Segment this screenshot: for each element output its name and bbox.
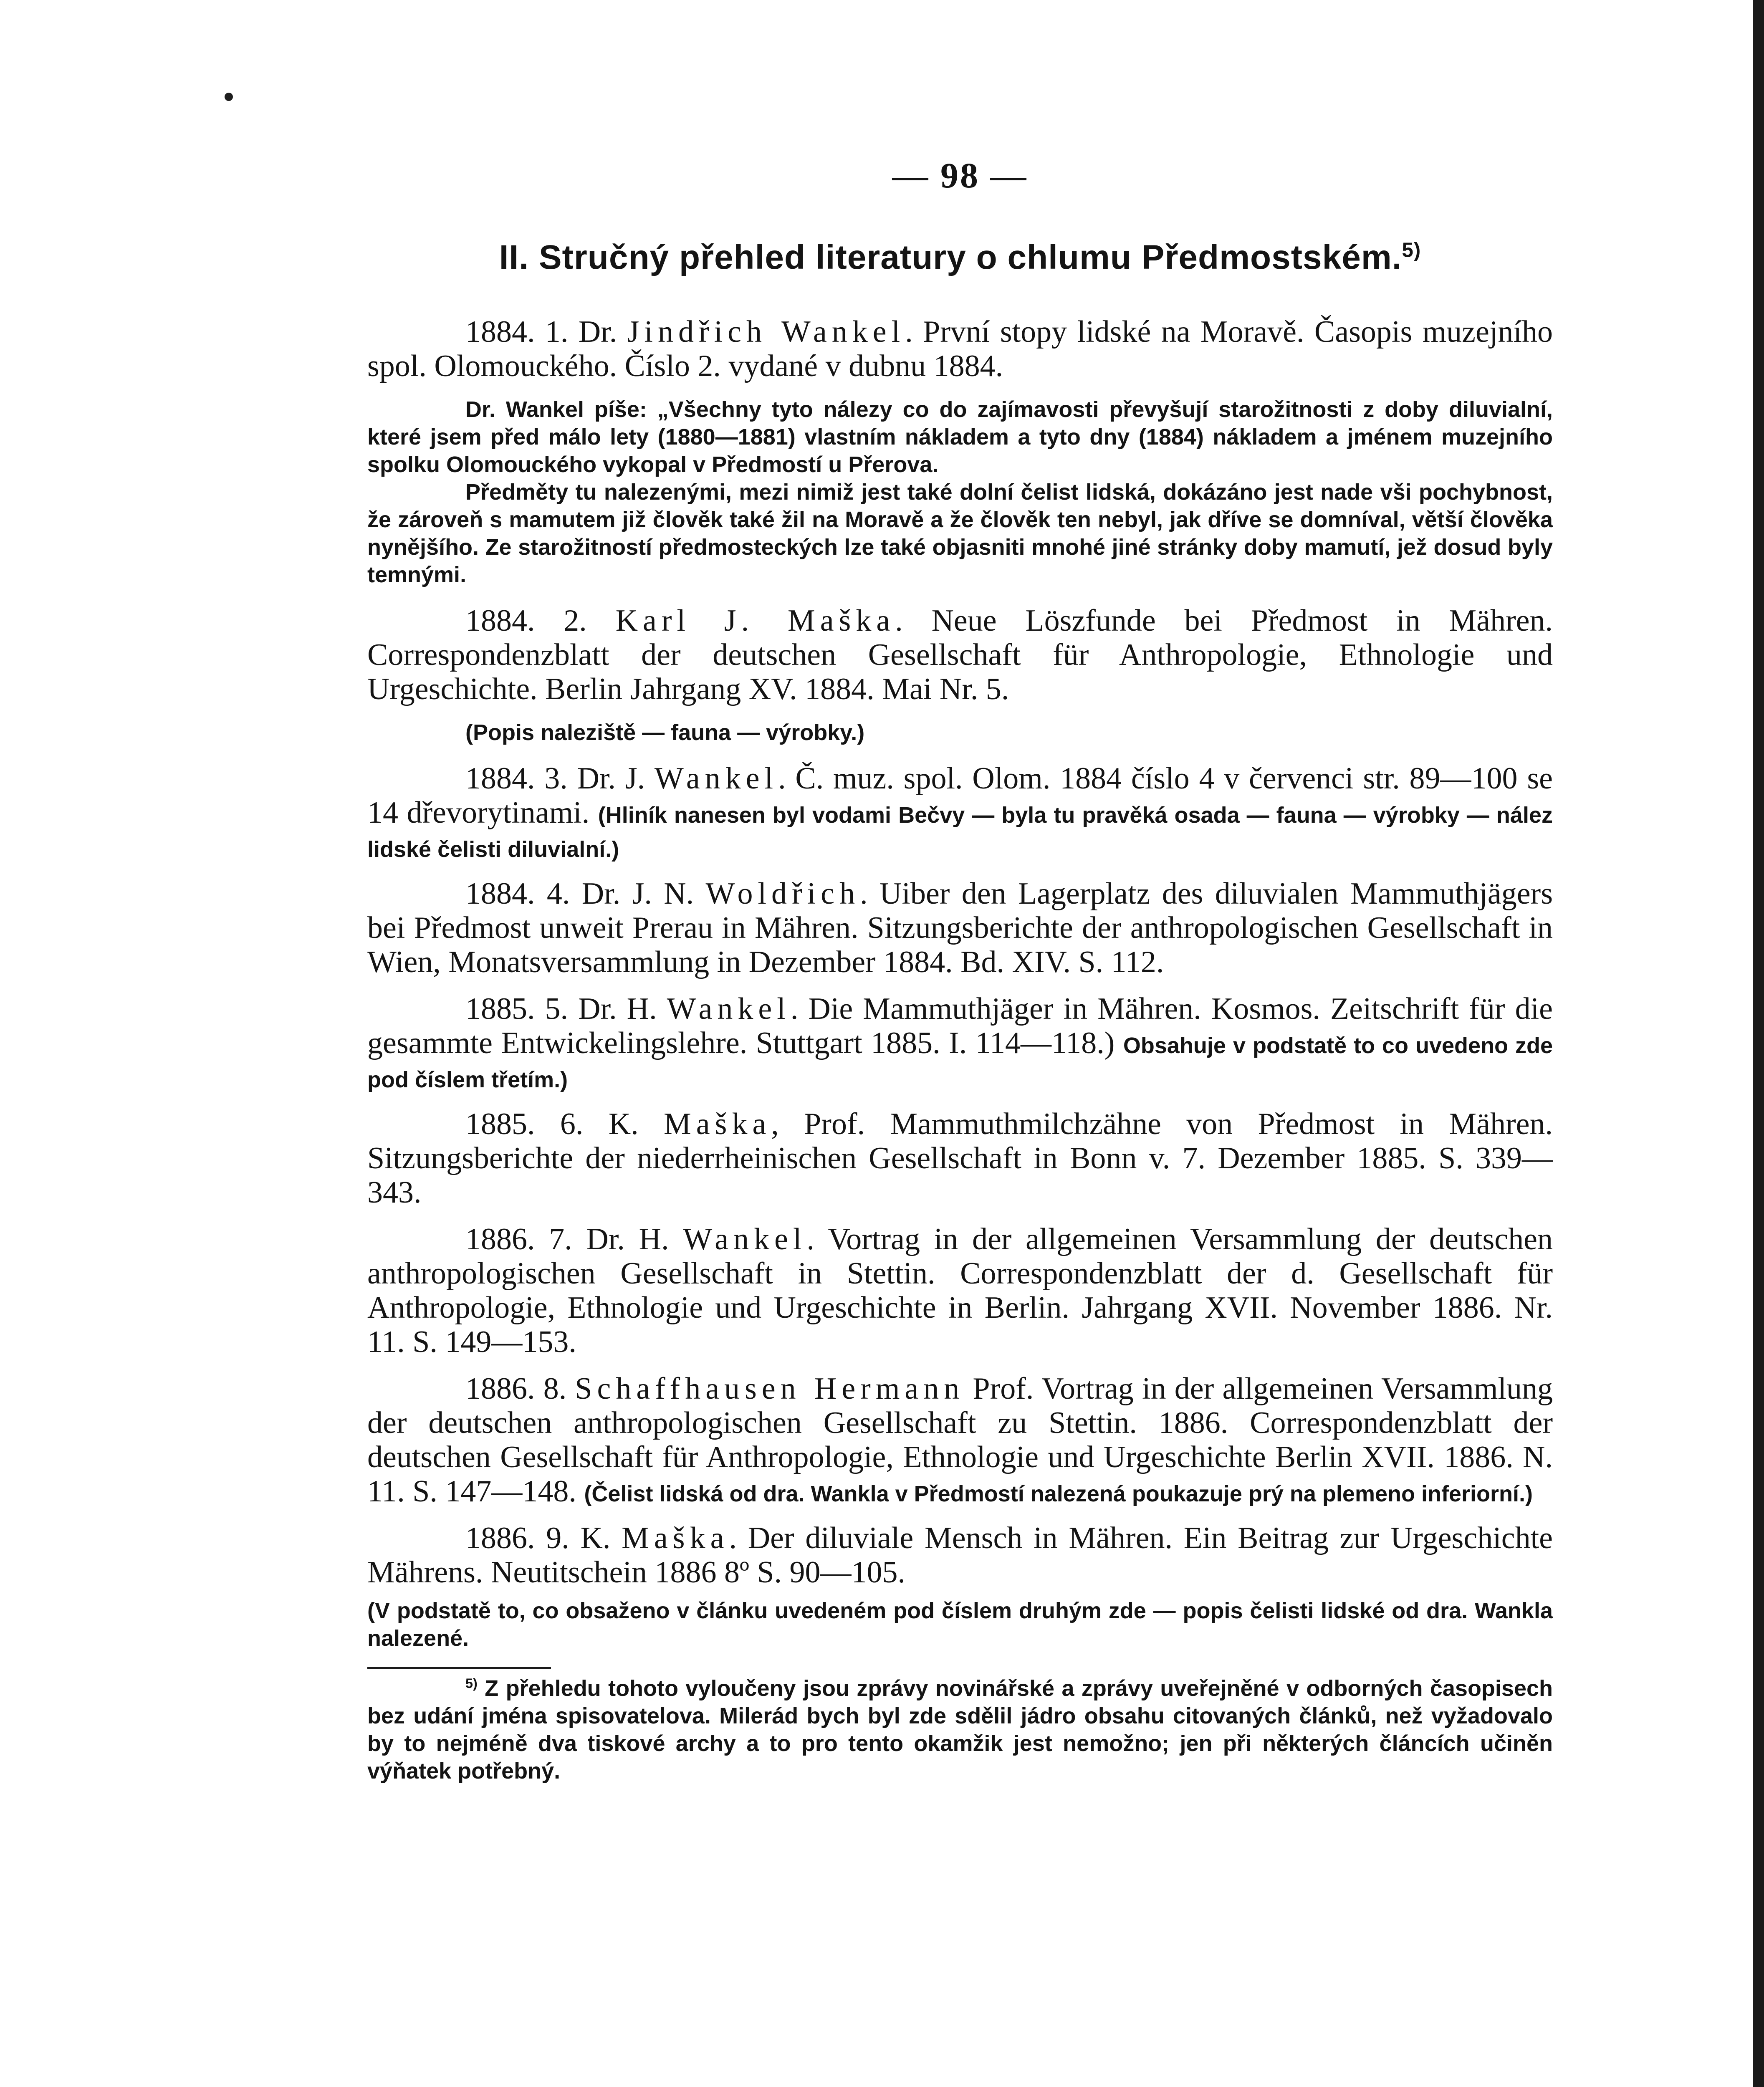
entry-lead: 1884. 4. Dr. J. N. (465, 877, 706, 911)
bibliography-entry-8 (367, 1372, 1553, 1508)
entry-text: . Neue Löszfunde bei Předmost in Mähren. Correspondenzblatt der deutschen Gesellschaft für Anthropologie, Ethnologie und Urgeschichte. Berlin Jahrgang XV. 1884. Mai Nr. 5. (367, 604, 1553, 706)
entry-note: (Hliník nanesen byl vodami Bečvy — byla tu pravěká osada — fauna — výrobky — nález lidské čelisti diluvialní.) (367, 803, 1553, 862)
entry-text: Prof. Vortrag in der allgemeinen Versammlung der deutschen anthropologischen Gesellschaft zu Stettin. 1886. Correspondenzblatt der deutschen Gesellschaft für Anthropologie, Ethnologie und Urgeschichte Berlin XVII. 1886. N. 11. S. 147—148. (367, 1372, 1553, 1508)
page-body (367, 154, 1553, 1785)
bibliography-entry-6 (367, 1107, 1553, 1210)
section-heading-text: II. Stručný přehled literatury o chlumu Předmostském. (499, 238, 1402, 276)
heading-footnote-mark: 5) (1402, 238, 1421, 262)
entry-9-note: (V podstatě to, co obsaženo v článku uvedeném pod číslem druhým zde — popis čelisti lidské od dra. Wankla nalezené. (367, 1598, 1553, 1651)
entry-1-quote-paragraph-2: Předměty tu nalezenými, mezi nimiž jest také dolní čelist lidská, dokázáno jest nade vši pochybnost, že zároveň s mamutem již člověk také žil na Moravě a že člověk ten nebyl, jak dříve se domníval, větší člověka nynějšího. Ze starožitností předmosteckých lze také objasniti mnohé jiné stránky doby mamutí, jež dosud byly temnými. (367, 480, 1553, 587)
bibliography-entry-7 (367, 1222, 1553, 1359)
entry-author: Schaffhausen Hermann (575, 1372, 965, 1406)
entry-lead: 1884. 2. (465, 604, 616, 638)
entry-author: Wankel (683, 1222, 807, 1256)
entry-note: (Čelist lidská od dra. Wankla v Předmostí nalezená poukazuje prý na plemeno inferiorní.) (584, 1481, 1533, 1506)
section-heading (367, 238, 1553, 277)
bibliography-entry-3 (367, 761, 1553, 864)
entry-author: Jindřich Wankel (627, 315, 905, 349)
entry-lead: 1885. 6. K. (465, 1107, 664, 1141)
scan-speck (225, 93, 233, 101)
entry-author: Wankel (667, 992, 791, 1026)
bibliography-entry-5 (367, 992, 1553, 1094)
entry-author: Woldřich (705, 877, 860, 911)
entry-text: . První stopy lidské na Moravě. Časopis muzejního spol. Olomouckého. Číslo 2. vydané v dubnu 1884. (367, 315, 1553, 383)
footnote-mark: 5) (465, 1676, 478, 1691)
footnote (367, 1675, 1553, 1785)
page-number: — 98 — (892, 155, 1028, 195)
entry-lead: 1884. 1. Dr. (465, 315, 627, 349)
bibliography-entry-2 (367, 604, 1553, 706)
scan-edge-right (1753, 0, 1764, 2087)
entry-author: Karl J. Maška (615, 604, 895, 638)
entry-lead: 1886. 9. K. (465, 1521, 622, 1555)
entry-lead: 1886. 7. Dr. H. (465, 1222, 683, 1256)
entry-author: Wankel (654, 761, 778, 796)
entry-text: . Der diluviale Mensch in Mähren. Ein Beitrag zur Urgeschichte Mährens. Neutitschein 1886 8º S. 90—105. (367, 1521, 1553, 1589)
entry-lead: 1884. 3. Dr. J. (465, 761, 655, 796)
entry-lead: 1885. 5. Dr. H. (465, 992, 667, 1026)
bibliography-entry-9 (367, 1521, 1553, 1589)
bibliography-entry-4 (367, 877, 1553, 979)
entry-text: . Die Mammuthjäger in Mähren. Kosmos. Zeitschrift für die gesammte Entwickelingslehre. Stuttgart 1885. I. 114—118.) (367, 992, 1553, 1060)
footnote-divider (367, 1667, 551, 1669)
entry-lead: 1886. 8. (465, 1372, 575, 1406)
entry-2-note: (Popis naleziště — fauna — výrobky.) (465, 720, 865, 745)
entry-text: . Vortrag in der allgemeinen Versammlung der deutschen anthropologischen Gesellschaft in Stettin. Correspondenzblatt der d. Gesellschaft für Anthropologie, Ethnologie und Urgeschichte in Berlin. Jahrgang XVII. November 1886. Nr. 11. S. 149—153. (367, 1222, 1553, 1359)
entry-text: , Prof. Mammuthmilchzähne von Předmost in Mähren. Sitzungsberichte der niederrheinischen Gesellschaft in Bonn v. 7. Dezember 1885. S. 339—343. (367, 1107, 1553, 1210)
bibliography-entry-1 (367, 315, 1553, 383)
entry-author: Maška (664, 1107, 771, 1141)
entry-text: . Č. muz. spol. Olom. 1884 číslo 4 v červenci str. 89—100 se 14 dřevorytinami. (367, 761, 1553, 830)
footnote-text: Z přehledu tohoto vyloučeny jsou zprávy novinářské a zprávy uveřejněné v odborných časopisech bez udání jména spisovatelova. Milerád bych byl zde sdělil jádro obsahu citovaných článků, než vyžadovalo by to nejméně dva tiskové archy a to pro tento okamžik jest nemožno; jen při některých článcích učiněn výňatek potřebný. (367, 1676, 1553, 1784)
entry-1-quote-paragraph-1: Dr. Wankel píše: „Všechny tyto nálezy co do zajímavosti převyšují starožitnosti z doby diluvialní, které jsem před málo lety (1880—1881) vlastním nákladem a tyto dny (1884) nákladem a jménem muzejního spolku Olomouckého vykopal v Předmostí u Přerova. (367, 397, 1553, 477)
entry-text: . Uiber den Lagerplatz des diluvialen Mammuthjägers bei Předmost unweit Prerau in Mähren. Sitzungsberichte der anthropologischen Gesellschaft in Wien, Monatsversammlung in Dezember 1884. Bd. XIV. S. 112. (367, 877, 1553, 979)
entry-author: Maška (622, 1521, 729, 1555)
entry-note: Obsahuje v podstatě to co uvedeno zde pod číslem třetím.) (367, 1033, 1553, 1092)
